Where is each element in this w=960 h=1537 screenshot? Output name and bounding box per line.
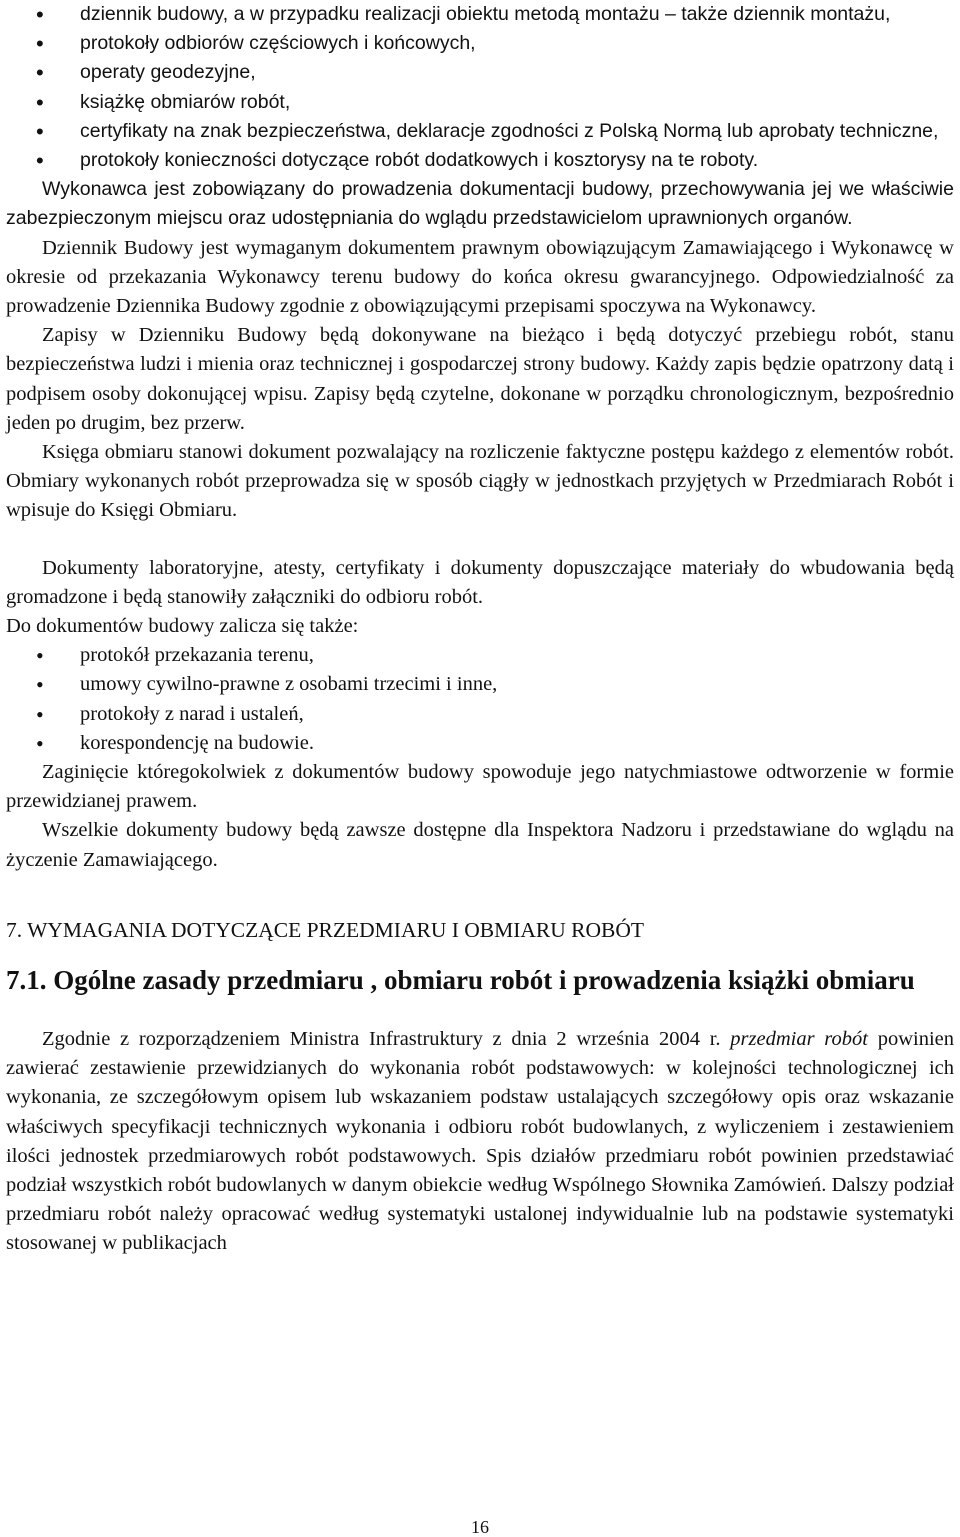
documents-list <box>6 0 954 175</box>
paragraph-wykonawca: Wykonawca jest zobowiązany do prowadzenia dokumentacji budowy, przechowywania jej we właściwie zabezpieczonym miejscu oraz udostępniania do wglądu przedstawicielom uprawnionych organów. <box>6 178 954 230</box>
paragraph-ksiega: Księga obmiaru stanowi dokument pozwalający na rozliczenie faktyczne postępu każdego z elementów robót. Obmiary wykonanych robót przeprowadza się w sposób ciągły w jednostkach przyjętych w Przedmiarach Robót i wpisuje do Księgi Obmiaru. <box>6 441 954 522</box>
paragraph-dziennik: Dziennik Budowy jest wymaganym dokumentem prawnym obowiązującym Zamawiającego i Wykonawcę w okresie od przekazania Wykonawcy terenu budowy do końca okresu gwarancyjnego. Odpowiedzialność za prowadzenie Dziennika Budowy zgodnie z obowiązującymi przepisami spoczywa na Wykonawcy. <box>6 236 954 318</box>
list-item: • korespondencję na budowie. <box>6 729 954 758</box>
list-item: • protokół przekazania terenu, <box>6 641 954 670</box>
additional-documents-list <box>6 641 954 758</box>
paragraph-dokumenty: Dokumenty laboratoryjne, atesty, certyfikaty i dokumenty dopuszczające materiały do wbudowania będą gromadzone i będą stanowiły załączniki do odbioru robót. <box>6 556 954 608</box>
list-item: • umowy cywilno-prawne z osobami trzecimi i inne, <box>6 670 954 699</box>
paragraph-zaginiecie: Zaginięcie któregokolwiek z dokumentów budowy spowoduje jego natychmiastowe odtworzenie w formie przewidzianej prawem. <box>6 761 954 813</box>
paragraph-zapisy: Zapisy w Dzienniku Budowy będą dokonywane na bieżąco i będą dotyczyć przebiegu robót, stanu bezpieczeństwa ludzi i mienia oraz technicznej i gospodarczej strony budowy. Każdy zapis będzie opatrzony datą i podpisem osoby dokonującej wpisu. Zapisy będą czytelne, dokonane w porządku chronologicznym, bezpośrednio jeden po drugim, bez przerw. <box>6 324 954 434</box>
list-item: • operaty geodezyjne, <box>6 58 954 87</box>
text-run: powinien zawierać zestawienie przewidzianych do wykonania robót podstawowych: w kolejności technologicznej ich wykonania, ze szczegółowym opisem lub wskazaniem podstaw ustalających szczegółowy opis oraz wskazanie właściwych specyfikacji technicznych wykonania i odbioru robót budowlanych, z wyliczeniem i zestawieniem ilości jednostek przedmiarowych robót podstawowych. Spis działów przedmiaru robót powinien przedstawiać podział wszystkich robót budowlanych w danym obiekcie według Wspólnego Słownika Zamówień. Dalszy podział przedmiaru robót należy opracować według systematyki ustalonej indywidualnie lub na podstawie systematyki stosowanej w publikacjach <box>6 1027 954 1255</box>
list-item: • protokoły odbiorów częściowych i końcowych, <box>6 29 954 58</box>
paragraph-wszelkie: Wszelkie dokumenty budowy będą zawsze dostępne dla Inspektora Nadzoru i przedstawiane do wglądu na życzenie Zamawiającego. <box>6 819 954 871</box>
text-run: Zgodnie z rozporządzeniem Ministra Infrastruktury z dnia 2 września 2004 r. <box>42 1027 731 1050</box>
italic-term: przedmiar robót <box>730 1027 868 1050</box>
list-item: • książkę obmiarów robót, <box>6 88 954 117</box>
spacer <box>6 997 954 1025</box>
subsection-heading: 7.1. Ogólne zasady przedmiaru , obmiaru robót i prowadzenia książki obmiaru <box>6 964 915 995</box>
section-heading: 7. WYMAGANIA DOTYCZĄCE PRZEDMIARU I OBMIARU ROBÓT <box>6 917 645 942</box>
list-item: • protokoły z narad i ustaleń, <box>6 700 954 729</box>
spacer <box>6 526 954 554</box>
paragraph-zalicza: Do dokumentów budowy zalicza się także: <box>6 615 359 638</box>
page-number: 16 <box>471 1517 489 1537</box>
paragraph-zgodnie <box>6 1025 954 1259</box>
spacer <box>6 875 954 915</box>
list-item: • dziennik budowy, a w przypadku realizacji obiektu metodą montażu – także dziennik montażu, <box>6 0 954 29</box>
list-item: • protokoły konieczności dotyczące robót dodatkowych i kosztorysy na te roboty. <box>6 146 954 175</box>
spacer <box>6 945 954 963</box>
list-item: • certyfikaty na znak bezpieczeństwa, deklaracje zgodności z Polską Normą lub aprobaty techniczne, <box>6 117 954 146</box>
